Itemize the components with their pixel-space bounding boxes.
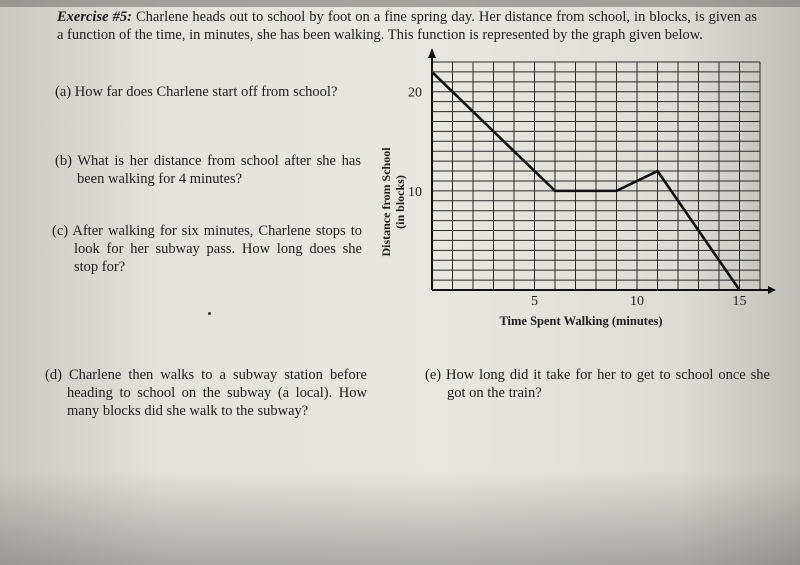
x-axis-arrow <box>768 286 776 294</box>
graph-tick-labels <box>408 86 747 309</box>
question-a-text: How far does Charlene start off from school? <box>74 84 338 100</box>
question-d-text: Charlene then walks to a subway station before heading to school on the subway (a local). How many blocks did she walk to the subway? <box>67 367 367 419</box>
question-c-text: After walking for six minutes, Charlene stops to look for her subway pass. How long does she stop for? <box>72 223 362 275</box>
question-e-label: (e) <box>425 367 442 383</box>
question-b <box>55 152 361 188</box>
question-d <box>45 366 367 420</box>
question-c <box>52 222 362 276</box>
question-d-label: (d) <box>45 367 62 383</box>
stray-pencil-mark <box>208 312 211 315</box>
exercise-label: Exercise #5: <box>57 9 132 25</box>
y-axis-label-units: (in blocks) <box>393 175 407 229</box>
question-a-label: (a) <box>55 84 72 100</box>
x-tick-label: 10 <box>630 294 644 309</box>
y-axis-label: Distance from School <box>379 147 393 257</box>
question-b-text: What is her distance from school after she has been walking for 4 minutes? <box>77 153 361 187</box>
photo-shadow <box>0 470 800 565</box>
x-tick-label: 15 <box>732 294 747 309</box>
question-c-label: (c) <box>52 223 69 239</box>
question-e <box>425 366 770 402</box>
cut-off-heading-line <box>0 0 800 7</box>
y-tick-label: 20 <box>408 85 422 101</box>
question-a <box>55 83 375 101</box>
x-axis-label: Time Spent Walking (minutes) <box>499 314 663 328</box>
exercise-intro <box>57 8 757 44</box>
y-tick-label: 10 <box>408 184 422 200</box>
y-axis-arrow <box>428 48 436 58</box>
distance-time-graph <box>360 40 780 335</box>
question-b-label: (b) <box>55 153 72 169</box>
exercise-intro-text: Charlene heads out to school by foot on a fine spring day. Her distance from school, in blocks, is given as a function of the time, in minutes, she has been walking. This function is represented by the graph given below. <box>57 9 758 43</box>
x-tick-label: 5 <box>531 294 538 309</box>
graph-grid <box>432 62 760 290</box>
question-e-text: How long did it take for her to get to school once she got on the train? <box>446 367 770 401</box>
